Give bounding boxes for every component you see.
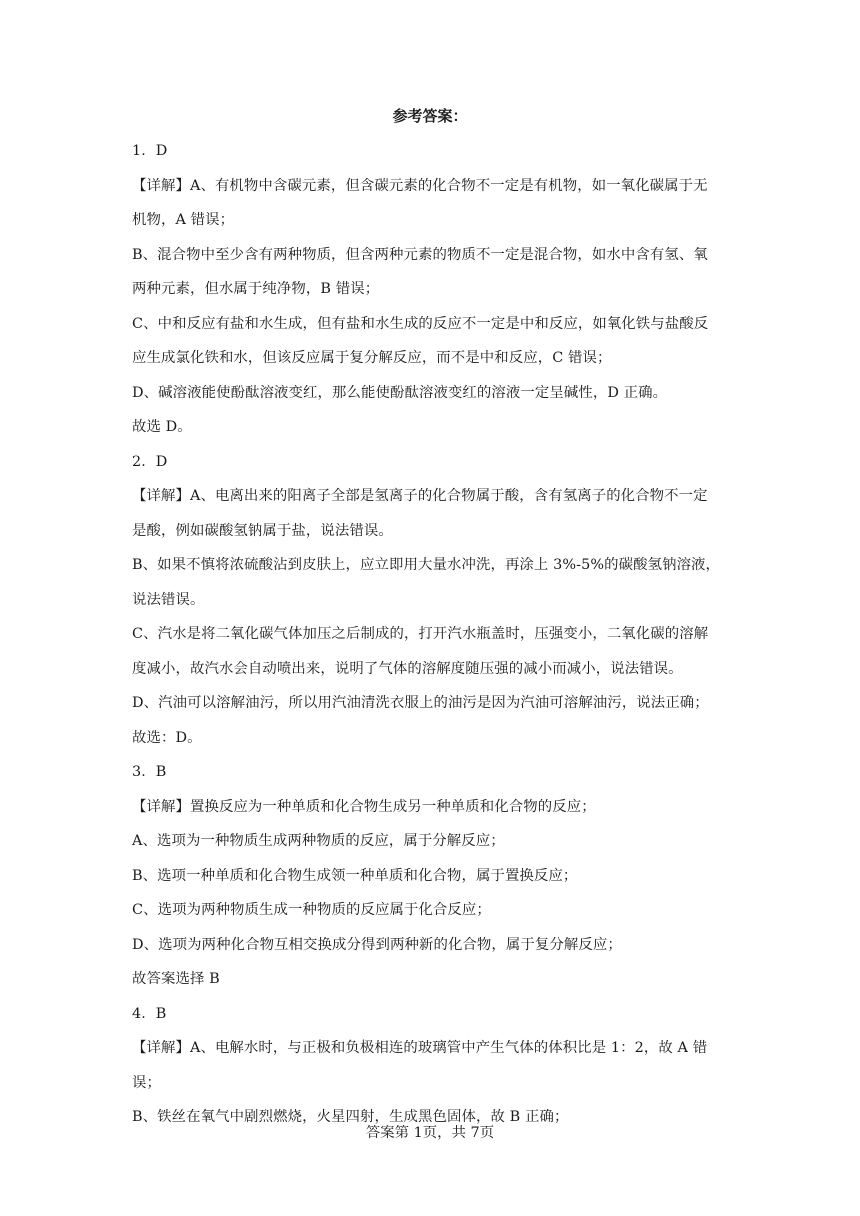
text-line: D、汽油可以溶解油污，所以用汽油清洗衣服上的油污是因为汽油可溶解油污，说法正确；	[132, 695, 709, 711]
text-line: C、汽水是将二氧化碳气体加压之后制成的，打开汽水瓶盖时，压强变小，二氧化碳的溶解	[132, 626, 709, 642]
text-line: 【详解】A、有机物中含碳元素，但含碳元素的化合物不一定是有机物，如一氧化碳属于无	[132, 177, 708, 194]
text-line: 误；	[132, 1074, 161, 1091]
text-line: 说法错误。	[132, 591, 205, 608]
text-line: 1．D	[132, 143, 168, 159]
text-line: C、选项为两种物质生成一种物质的反应属于化合反应；	[132, 902, 491, 918]
page-footer: 答案第 1页，共 7页	[365, 1125, 495, 1141]
text-line: 故选：D。	[132, 729, 202, 746]
text-line: 机物，A 错误；	[132, 212, 235, 228]
text-line: 3．B	[132, 764, 167, 780]
text-line: 是酸，例如碳酸氢钠属于盐，说法错误。	[132, 522, 393, 539]
text-line: D、碱溶液能使酚酞溶液变红，那么能使酚酞溶液变红的溶液一定呈碱性，D 正确。	[132, 384, 668, 401]
page-title: 参考答案：	[392, 107, 468, 125]
text-line: 度减小，故汽水会自动喷出来，说明了气体的溶解度随压强的减小而减小，说法错误。	[132, 660, 683, 677]
answer-body	[132, 134, 730, 1135]
text-line: D、选项为两种化合物互相交换成分得到两种新的化合物，属于复分解反应；	[132, 936, 622, 953]
text-line: B、选项一种单质和化合物生成领一种单质和化合物，属于置换反应；	[132, 867, 578, 884]
text-line: B、如果不慎将浓硫酸沾到皮肤上，应立即用大量水冲洗，再涂上 3%-5%的碳酸氢钠溶液，	[132, 557, 721, 573]
text-line: 【详解】A、电离出来的阳离子全部是氢离子的化合物属于酸，含有氢离子的化合物不一定	[132, 488, 708, 504]
text-line: 两种元素，但水属于纯净物，B 错误；	[132, 281, 380, 297]
text-line: 【详解】A、电解水时，与正极和负极相连的玻璃管中产生气体的体积比是 1：2，故 A 错	[132, 1040, 708, 1056]
text-line: 应生成氯化铁和水，但该反应属于复分解反应，而不是中和反应，C 错误；	[132, 350, 612, 366]
text-line: 故答案选择 B	[132, 971, 220, 987]
text-line: C、中和反应有盐和水生成，但有盐和水生成的反应不一定是中和反应，如氧化铁与盐酸反	[132, 315, 709, 332]
text-line: 故选 D。	[132, 419, 192, 435]
text-line: A、选项为一种物质生成两种物质的反应，属于分解反应；	[132, 833, 505, 849]
text-line: 2．D	[132, 453, 168, 470]
text-line: B、混合物中至少含有两种物质，但含两种元素的物质不一定是混合物，如水中含有氢、氧	[132, 246, 708, 263]
text-line: 4．B	[132, 1005, 167, 1022]
text-line: B、铁丝在氧气中剧烈燃烧，火星四射，生成黑色固体，故 B 正确；	[132, 1109, 569, 1125]
text-line: 【详解】置换反应为一种单质和化合物生成另一种单质和化合物的反应；	[132, 798, 596, 815]
